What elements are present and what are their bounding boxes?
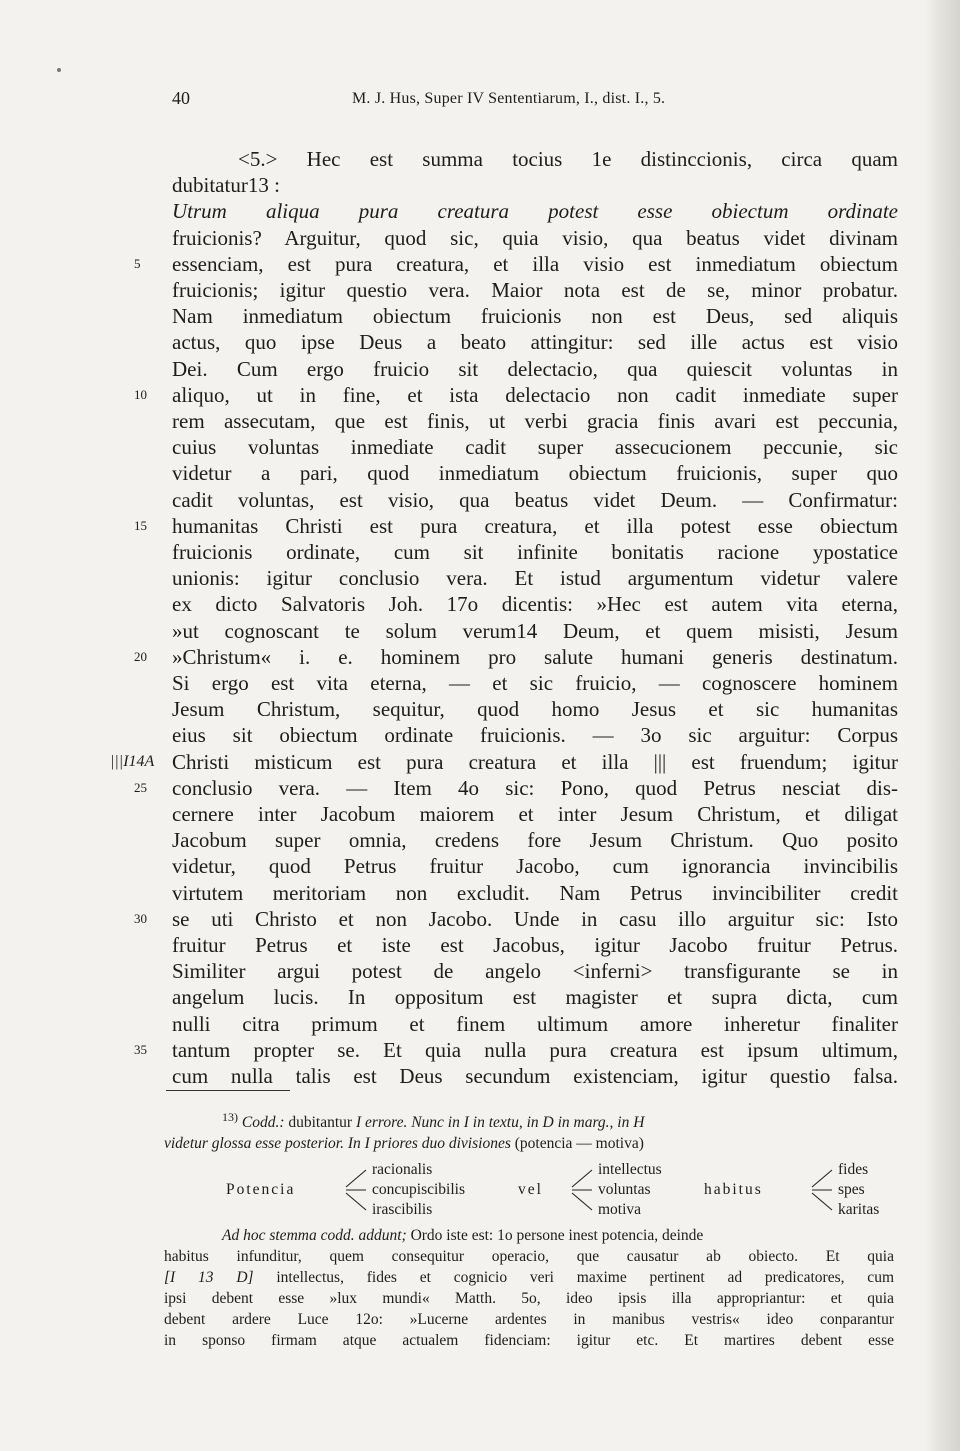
footnote-text: debent ardere Luce 12o: »Lucerne ardentes in manibus vestris« ideo conparantur (164, 1311, 894, 1328)
text-line: Utrum aliqua pura creatura potest esse obiectum ordinate (172, 199, 898, 223)
text-line: aliquo, ut in fine, et ista delectacio non cadit inmediate super (172, 383, 898, 407)
stemma-item: fides (838, 1161, 869, 1178)
page-edge-shadow (924, 0, 960, 1451)
text-line: fruicionis? Arguitur, quod sic, quia visio, qua beatus videt divinam (172, 226, 898, 250)
running-header (0, 88, 960, 112)
text-line: »ut cognoscant te solum verum14 Deum, et quem misisti, Jesum (172, 619, 898, 643)
footnote-mark: 13) (222, 1109, 238, 1124)
stemma-item: voluntas (598, 1181, 651, 1198)
footnote-text: intellectus, fides et cognicio veri maxime pertinent ad predicatores, cum (253, 1269, 894, 1286)
footnote-line (164, 1134, 894, 1154)
footnote-text: ipsi debent esse »lux mundi« Matth. 5o, ideo ipsis illa appropriantur: et quia (164, 1290, 894, 1307)
footnote-line (164, 1247, 894, 1267)
stemma-head-habitus: habitus (704, 1181, 763, 1198)
text-line: essenciam, est pura creatura, et illa visio est inmediatum obiectum (172, 252, 898, 276)
footnote-siglum: Codd.: (241, 1114, 285, 1131)
text-line: Jacobum super omnia, credens fore Jesum Christum. Quo posito (172, 828, 898, 852)
footnote-line (164, 1268, 894, 1288)
footnote-text: dubitantur (284, 1114, 356, 1131)
line-number: 5 (134, 256, 141, 271)
stemma-item: irascibilis (372, 1201, 433, 1218)
text-line: ex dicto Salvatoris Joh. 17o dicentis: »Hec est autem vita eterna, (172, 592, 898, 616)
text-line: nulli citra primum et finem ultimum amore inheretur finaliter (172, 1012, 898, 1036)
text-line: »Christum« i. e. hominem pro salute humani generis destinatum. (172, 645, 898, 669)
manuscript-folio-mark: |||I14A (110, 753, 155, 770)
text-line: fruicionis ordinate, cum sit infinite bonitatis racione ypostatice (172, 540, 898, 564)
stemma-branches (0, 1158, 960, 1222)
stemma-diagram (0, 1158, 960, 1222)
text-line: cadit voluntas, est visio, qua beatus videt Deum. — Confirmatur: (172, 488, 898, 512)
text-line: angelum lucis. In oppositum est magister et supra dicta, cum (172, 985, 898, 1009)
text-line: fruitur Petrus et iste est Jacobus, igitur Jacobo fruitur Petrus. (172, 933, 898, 957)
line-number: 35 (134, 1042, 147, 1057)
footnote-line (164, 1310, 894, 1330)
stemma-connector: vel (518, 1181, 543, 1198)
text-line: unionis: igitur conclusio vera. Et istud argumentum videtur valere (172, 566, 898, 590)
text-line: Jesum Christum, sequitur, quod homo Jesus et sic humanitas (172, 697, 898, 721)
footnote-text: habitus infunditur, quem consequitur operacio, que causatur ab obiecto. Et quia (164, 1248, 894, 1265)
text-line: dubitatur13 : (172, 173, 280, 197)
footnote-line (164, 1289, 894, 1309)
footnote-line (222, 1226, 894, 1246)
text-line: eius sit obiectum ordinate fruicionis. — 3o sic arguitur: Corpus (172, 723, 898, 747)
text-line: humanitas Christi est pura creatura, et illa potest esse obiectum (172, 514, 898, 538)
stemma-item: concupiscibilis (372, 1181, 465, 1198)
footnote-text: (potencia — motiva) (510, 1135, 644, 1152)
footnote-text: in sponso firmam atque actualem fidenciam: igitur etc. Et martires debent esse (164, 1332, 894, 1349)
running-title: M. J. Hus, Super IV Sententiarum, I., dist. I., 5. (352, 90, 666, 107)
footnote-text: Ordo iste est: 1o persone inest potencia, deinde (406, 1227, 704, 1244)
line-number: 15 (134, 518, 147, 533)
text-line: Dei. Cum ergo fruicio sit delectacio, qua quiescit voluntas in (172, 357, 898, 381)
line-number: 25 (134, 780, 147, 795)
text-line: cernere inter Jacobum maiorem et inter Jesum Christum, et diligat (172, 802, 898, 826)
page-number: 40 (172, 88, 190, 108)
text-line: cum nulla talis est Deus secundum existenciam, igitur questio falsa. (172, 1064, 898, 1088)
stemma-item: spes (838, 1181, 865, 1198)
stray-mark (57, 68, 61, 72)
footnote-rule (166, 1090, 290, 1091)
text-line: conclusio vera. — Item 4o sic: Pono, quod Petrus nesciat dis- (172, 776, 898, 800)
footnote-text-italic: videtur glossa esse posterior. In I priores duo divisiones (164, 1135, 511, 1152)
stemma-item: karitas (838, 1201, 880, 1218)
text-line: Nam inmediatum obiectum fruicionis non est Deus, sed aliquis (172, 304, 898, 328)
text-line: cuius voluntas inmediate cadit super assecucionem peccunie, sic (172, 435, 898, 459)
text-line: Christi misticum est pura creatura et illa ||| est fruendum; igitur (172, 750, 898, 774)
text-line: Si ergo est vita eterna, — et sic fruicio, — cognoscere hominem (172, 671, 898, 695)
line-number: 20 (134, 649, 147, 664)
text-line: videtur, quod Petrus fruitur Jacobo, cum ignorancia invincibilis (172, 854, 898, 878)
stemma-item: motiva (598, 1201, 642, 1218)
footnote-line (164, 1331, 894, 1351)
stemma-head-potencia: Potencia (226, 1181, 296, 1198)
stemma-item: intellectus (598, 1161, 662, 1178)
text-line: <5.> Hec est summa tocius 1e distinccionis, circa quam (238, 147, 898, 171)
footnote-line (222, 1109, 894, 1133)
footnote-text-italic: Ad hoc stemma codd. addunt; (222, 1227, 407, 1244)
text-line: videtur a pari, quod inmediatum obiectum fruicionis, super quo (172, 461, 898, 485)
footnote-text-italic: I errore. Nunc in I in textu, in D in marg., in H (355, 1114, 645, 1131)
line-number: 30 (134, 911, 147, 926)
line-number: 10 (134, 387, 147, 402)
stemma-item: racionalis (372, 1161, 433, 1178)
text-line: tantum propter se. Et quia nulla pura creatura est ipsum ultimum, (172, 1038, 898, 1062)
text-line: rem assecutam, que est finis, ut verbi gracia finis avari est peccunia, (172, 409, 898, 433)
text-line: Similiter argui potest de angelo <inferni> transfigurante se in (172, 959, 898, 983)
text-line: actus, quo ipse Deus a beato attingitur: sed ille actus est visio (172, 330, 898, 354)
footnote-text-italic: [I 13 D] (164, 1269, 254, 1286)
text-line: fruicionis; igitur questio vera. Maior nota est de se, minor probatur. (172, 278, 898, 302)
text-line: se uti Christo et non Jacobo. Unde in casu illo arguitur sic: Isto (172, 907, 898, 931)
text-line: virtutem meritoriam non excludit. Nam Petrus invincibiliter credit (172, 881, 898, 905)
